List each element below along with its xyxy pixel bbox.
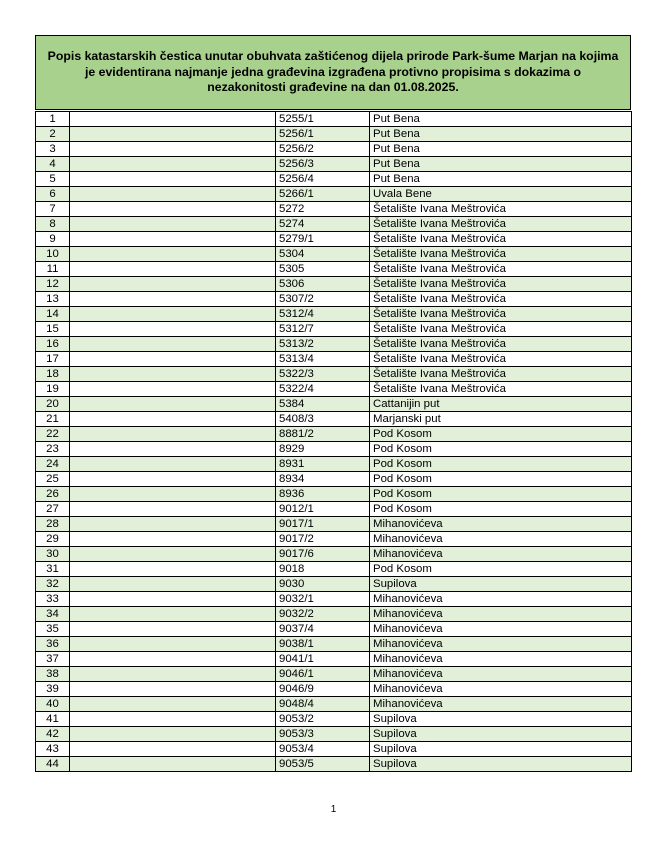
page-number: 1 (330, 804, 337, 815)
parcel-number-cell: 9037/4 (276, 622, 370, 637)
parcel-number-cell: 9017/6 (276, 547, 370, 562)
row-number-cell: 22 (36, 427, 70, 442)
row-number-cell: 14 (36, 307, 70, 322)
blank-cell (70, 757, 276, 772)
blank-cell (70, 322, 276, 337)
row-number-cell: 4 (36, 157, 70, 172)
location-cell: Šetalište Ivana Meštrovića (370, 262, 632, 277)
row-number-cell: 23 (36, 442, 70, 457)
row-number-cell: 17 (36, 352, 70, 367)
document-title: Popis katastarskih čestica unutar obuhvata zaštićenog dijela prirode Park-šume Marjan na kojima je evidentirana najmanje jedna građevina izgrađena protivno propisima s dokazima o nezakonitosti građevine na dan 01.08.2025. (35, 35, 631, 110)
table-row (36, 517, 632, 532)
blank-cell (70, 487, 276, 502)
row-number-cell: 27 (36, 502, 70, 517)
blank-cell (70, 157, 276, 172)
table-row (36, 127, 632, 142)
location-cell: Pod Kosom (370, 442, 632, 457)
location-cell: Marjanski put (370, 412, 632, 427)
location-cell: Mihanovićeva (370, 517, 632, 532)
table-row (36, 607, 632, 622)
location-cell: Put Bena (370, 127, 632, 142)
parcel-number-cell: 5256/4 (276, 172, 370, 187)
table-row (36, 457, 632, 472)
blank-cell (70, 307, 276, 322)
table-row (36, 412, 632, 427)
blank-cell (70, 187, 276, 202)
parcel-number-cell: 9053/5 (276, 757, 370, 772)
table-row (36, 112, 632, 127)
parcel-number-cell: 8931 (276, 457, 370, 472)
table-row (36, 247, 632, 262)
location-cell: Šetalište Ivana Meštrovića (370, 202, 632, 217)
blank-cell (70, 502, 276, 517)
location-cell: Supilova (370, 577, 632, 592)
parcel-number-cell: 9018 (276, 562, 370, 577)
location-cell: Šetalište Ivana Meštrovića (370, 352, 632, 367)
parcel-number-cell: 5279/1 (276, 232, 370, 247)
table-row (36, 592, 632, 607)
blank-cell (70, 382, 276, 397)
location-cell: Šetalište Ivana Meštrovića (370, 232, 632, 247)
location-cell: Pod Kosom (370, 487, 632, 502)
parcel-number-cell: 5256/1 (276, 127, 370, 142)
row-number-cell: 18 (36, 367, 70, 382)
row-number-cell: 36 (36, 637, 70, 652)
row-number-cell: 3 (36, 142, 70, 157)
row-number-cell: 37 (36, 652, 70, 667)
blank-cell (70, 172, 276, 187)
table-row (36, 532, 632, 547)
parcel-number-cell: 5304 (276, 247, 370, 262)
table-row (36, 547, 632, 562)
location-cell: Put Bena (370, 142, 632, 157)
location-cell: Put Bena (370, 172, 632, 187)
location-cell: Mihanovićeva (370, 592, 632, 607)
location-cell: Uvala Bene (370, 187, 632, 202)
location-cell: Mihanovićeva (370, 607, 632, 622)
row-number-cell: 34 (36, 607, 70, 622)
table-row (36, 292, 632, 307)
parcel-number-cell: 5312/7 (276, 322, 370, 337)
blank-cell (70, 697, 276, 712)
table-row (36, 397, 632, 412)
location-cell: Šetalište Ivana Meštrovića (370, 367, 632, 382)
parcel-number-cell: 8881/2 (276, 427, 370, 442)
row-number-cell: 25 (36, 472, 70, 487)
parcel-number-cell: 9032/2 (276, 607, 370, 622)
parcel-number-cell: 5255/1 (276, 112, 370, 127)
table-row (36, 577, 632, 592)
location-cell: Šetalište Ivana Meštrovića (370, 322, 632, 337)
location-cell: Supilova (370, 727, 632, 742)
row-number-cell: 20 (36, 397, 70, 412)
row-number-cell: 19 (36, 382, 70, 397)
location-cell: Pod Kosom (370, 457, 632, 472)
table-row (36, 157, 632, 172)
row-number-cell: 41 (36, 712, 70, 727)
blank-cell (70, 547, 276, 562)
location-cell: Put Bena (370, 112, 632, 127)
location-cell: Šetalište Ivana Meštrovića (370, 292, 632, 307)
table-row (36, 727, 632, 742)
parcel-number-cell: 9048/4 (276, 697, 370, 712)
blank-cell (70, 622, 276, 637)
parcel-number-cell: 5384 (276, 397, 370, 412)
table-row (36, 697, 632, 712)
parcel-number-cell: 5256/2 (276, 142, 370, 157)
parcel-number-cell: 9046/9 (276, 682, 370, 697)
blank-cell (70, 592, 276, 607)
table-row (36, 352, 632, 367)
location-cell: Mihanovićeva (370, 547, 632, 562)
table-row (36, 652, 632, 667)
parcel-number-cell: 9030 (276, 577, 370, 592)
blank-cell (70, 352, 276, 367)
row-number-cell: 24 (36, 457, 70, 472)
parcel-number-cell: 5313/2 (276, 337, 370, 352)
blank-cell (70, 412, 276, 427)
blank-cell (70, 712, 276, 727)
parcel-number-cell: 5256/3 (276, 157, 370, 172)
row-number-cell: 6 (36, 187, 70, 202)
blank-cell (70, 232, 276, 247)
parcel-table-body (36, 112, 632, 772)
parcel-number-cell: 5272 (276, 202, 370, 217)
row-number-cell: 5 (36, 172, 70, 187)
blank-cell (70, 742, 276, 757)
parcel-number-cell: 5305 (276, 262, 370, 277)
blank-cell (70, 652, 276, 667)
blank-cell (70, 727, 276, 742)
location-cell: Supilova (370, 742, 632, 757)
table-row (36, 382, 632, 397)
table-row (36, 202, 632, 217)
location-cell: Pod Kosom (370, 472, 632, 487)
blank-cell (70, 577, 276, 592)
table-row (36, 667, 632, 682)
parcel-number-cell: 8934 (276, 472, 370, 487)
blank-cell (70, 217, 276, 232)
blank-cell (70, 292, 276, 307)
row-number-cell: 13 (36, 292, 70, 307)
location-cell: Mihanovićeva (370, 667, 632, 682)
table-row (36, 322, 632, 337)
row-number-cell: 40 (36, 697, 70, 712)
blank-cell (70, 112, 276, 127)
blank-cell (70, 607, 276, 622)
location-cell: Supilova (370, 757, 632, 772)
location-cell: Supilova (370, 712, 632, 727)
blank-cell (70, 427, 276, 442)
row-number-cell: 7 (36, 202, 70, 217)
location-cell: Pod Kosom (370, 427, 632, 442)
parcel-number-cell: 5408/3 (276, 412, 370, 427)
parcel-number-cell: 9041/1 (276, 652, 370, 667)
row-number-cell: 11 (36, 262, 70, 277)
blank-cell (70, 142, 276, 157)
row-number-cell: 1 (36, 112, 70, 127)
table-row (36, 742, 632, 757)
blank-cell (70, 682, 276, 697)
row-number-cell: 16 (36, 337, 70, 352)
parcel-number-cell: 8929 (276, 442, 370, 457)
blank-cell (70, 472, 276, 487)
location-cell: Pod Kosom (370, 502, 632, 517)
table-row (36, 277, 632, 292)
parcel-number-cell: 9017/1 (276, 517, 370, 532)
parcel-number-cell: 9053/4 (276, 742, 370, 757)
blank-cell (70, 667, 276, 682)
row-number-cell: 26 (36, 487, 70, 502)
table-row (36, 562, 632, 577)
parcel-table (35, 111, 632, 772)
table-row (36, 472, 632, 487)
table-row (36, 442, 632, 457)
row-number-cell: 8 (36, 217, 70, 232)
location-cell: Mihanovićeva (370, 697, 632, 712)
parcel-number-cell: 5322/4 (276, 382, 370, 397)
table-row (36, 757, 632, 772)
row-number-cell: 39 (36, 682, 70, 697)
parcel-number-cell: 9053/2 (276, 712, 370, 727)
table-row (36, 217, 632, 232)
location-cell: Šetalište Ivana Meštrovića (370, 247, 632, 262)
row-number-cell: 12 (36, 277, 70, 292)
row-number-cell: 35 (36, 622, 70, 637)
blank-cell (70, 637, 276, 652)
location-cell: Šetalište Ivana Meštrovića (370, 307, 632, 322)
row-number-cell: 10 (36, 247, 70, 262)
row-number-cell: 33 (36, 592, 70, 607)
parcel-number-cell: 5313/4 (276, 352, 370, 367)
parcel-number-cell: 9017/2 (276, 532, 370, 547)
table-row (36, 187, 632, 202)
parcel-number-cell: 5307/2 (276, 292, 370, 307)
table-row (36, 712, 632, 727)
blank-cell (70, 562, 276, 577)
location-cell: Mihanovićeva (370, 682, 632, 697)
location-cell: Cattanijin put (370, 397, 632, 412)
parcel-number-cell: 5312/4 (276, 307, 370, 322)
row-number-cell: 38 (36, 667, 70, 682)
location-cell: Mihanovićeva (370, 652, 632, 667)
table-row (36, 487, 632, 502)
parcel-number-cell: 5266/1 (276, 187, 370, 202)
parcel-number-cell: 8936 (276, 487, 370, 502)
row-number-cell: 2 (36, 127, 70, 142)
parcel-number-cell: 9046/1 (276, 667, 370, 682)
table-row (36, 337, 632, 352)
row-number-cell: 9 (36, 232, 70, 247)
blank-cell (70, 517, 276, 532)
table-row (36, 142, 632, 157)
table-row (36, 622, 632, 637)
table-row (36, 502, 632, 517)
location-cell: Šetalište Ivana Meštrovića (370, 382, 632, 397)
row-number-cell: 30 (36, 547, 70, 562)
location-cell: Mihanovićeva (370, 637, 632, 652)
blank-cell (70, 532, 276, 547)
parcel-number-cell: 9038/1 (276, 637, 370, 652)
blank-cell (70, 397, 276, 412)
location-cell: Šetalište Ivana Meštrovića (370, 277, 632, 292)
table-row (36, 172, 632, 187)
blank-cell (70, 127, 276, 142)
table-row (36, 262, 632, 277)
location-cell: Šetalište Ivana Meštrovića (370, 337, 632, 352)
blank-cell (70, 262, 276, 277)
row-number-cell: 31 (36, 562, 70, 577)
parcel-number-cell: 9032/1 (276, 592, 370, 607)
table-row (36, 232, 632, 247)
parcel-number-cell: 9053/3 (276, 727, 370, 742)
parcel-number-cell: 5274 (276, 217, 370, 232)
blank-cell (70, 337, 276, 352)
row-number-cell: 21 (36, 412, 70, 427)
blank-cell (70, 442, 276, 457)
blank-cell (70, 202, 276, 217)
blank-cell (70, 277, 276, 292)
table-row (36, 637, 632, 652)
table-row (36, 367, 632, 382)
blank-cell (70, 367, 276, 382)
blank-cell (70, 247, 276, 262)
location-cell: Mihanovićeva (370, 532, 632, 547)
table-row (36, 682, 632, 697)
location-cell: Šetalište Ivana Meštrovića (370, 217, 632, 232)
blank-cell (70, 457, 276, 472)
location-cell: Put Bena (370, 157, 632, 172)
location-cell: Mihanovićeva (370, 622, 632, 637)
row-number-cell: 42 (36, 727, 70, 742)
parcel-number-cell: 5322/3 (276, 367, 370, 382)
table-row (36, 427, 632, 442)
table-row (36, 307, 632, 322)
row-number-cell: 32 (36, 577, 70, 592)
row-number-cell: 44 (36, 757, 70, 772)
location-cell: Pod Kosom (370, 562, 632, 577)
row-number-cell: 43 (36, 742, 70, 757)
row-number-cell: 15 (36, 322, 70, 337)
row-number-cell: 28 (36, 517, 70, 532)
parcel-number-cell: 9012/1 (276, 502, 370, 517)
parcel-number-cell: 5306 (276, 277, 370, 292)
row-number-cell: 29 (36, 532, 70, 547)
